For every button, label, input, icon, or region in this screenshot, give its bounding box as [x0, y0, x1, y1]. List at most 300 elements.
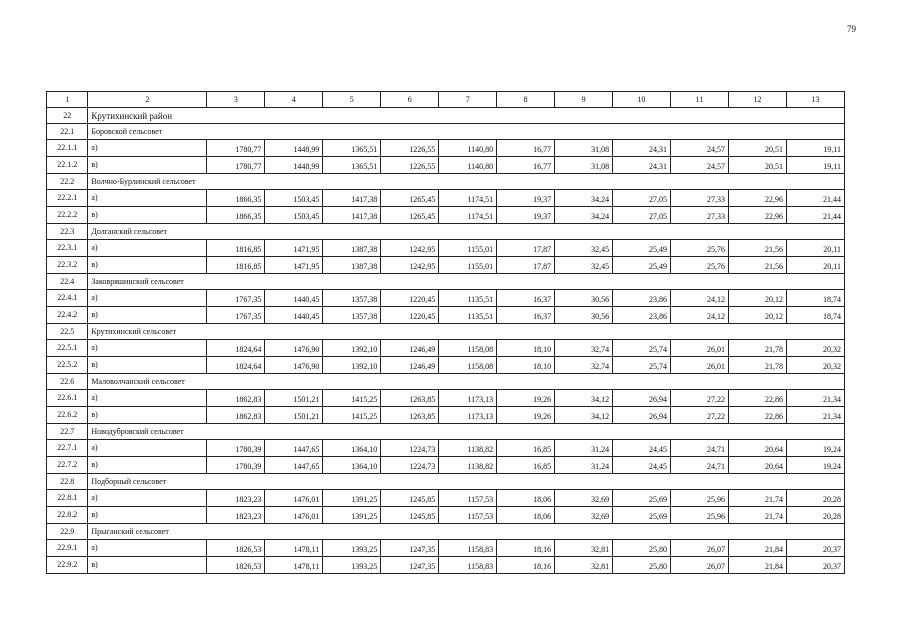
value-cell: 20,37: [786, 557, 844, 574]
value-cell: 1501,21: [265, 390, 323, 407]
value-cell: 1447,65: [265, 457, 323, 474]
value-cell: 31,24: [555, 440, 613, 457]
row-id: 22.8.2: [47, 507, 88, 524]
value-cell: 20,51: [728, 157, 786, 174]
table-row: [47, 290, 845, 307]
section-name: Подборный сельсовет: [88, 474, 845, 490]
table-row: [47, 240, 845, 257]
value-cell: 27,22: [671, 390, 729, 407]
row-label: а): [88, 140, 207, 157]
value-cell: 1393,25: [323, 557, 381, 574]
value-cell: 1357,38: [323, 307, 381, 324]
value-cell: 1816,85: [207, 257, 265, 274]
value-cell: 31,24: [555, 457, 613, 474]
row-id: 22.7.2: [47, 457, 88, 474]
value-cell: 22,86: [728, 407, 786, 424]
row-label: а): [88, 540, 207, 557]
value-cell: 1247,35: [381, 540, 439, 557]
value-cell: 1476,90: [265, 357, 323, 374]
value-cell: 1135,51: [439, 290, 497, 307]
value-cell: 26,94: [613, 407, 671, 424]
section-name: Заковряшинский сельсовет: [88, 274, 845, 290]
value-cell: 19,11: [786, 140, 844, 157]
value-cell: 16,85: [497, 440, 555, 457]
value-cell: 24,57: [671, 140, 729, 157]
value-cell: 27,33: [671, 190, 729, 207]
value-cell: 1365,51: [323, 157, 381, 174]
value-cell: 21,44: [786, 190, 844, 207]
table-row: [47, 257, 845, 274]
value-cell: 1780,39: [207, 457, 265, 474]
column-header: 10: [613, 92, 671, 108]
column-header: 2: [88, 92, 207, 108]
value-cell: 24,71: [671, 440, 729, 457]
column-header: 11: [671, 92, 729, 108]
table-row: [47, 557, 845, 574]
value-cell: 31,08: [555, 157, 613, 174]
value-cell: 16,37: [497, 290, 555, 307]
value-cell: 1157,53: [439, 490, 497, 507]
row-label: в): [88, 457, 207, 474]
value-cell: 19,24: [786, 457, 844, 474]
row-label: а): [88, 340, 207, 357]
row-id: 22.4.2: [47, 307, 88, 324]
value-cell: 1224,73: [381, 440, 439, 457]
value-cell: 25,80: [613, 557, 671, 574]
value-cell: 22,86: [728, 390, 786, 407]
section-row: [47, 474, 845, 490]
section-name: Крутихинский сельсовет: [88, 324, 845, 340]
value-cell: 1173,13: [439, 407, 497, 424]
value-cell: 25,74: [613, 340, 671, 357]
value-cell: 1220,45: [381, 307, 439, 324]
value-cell: 1476,01: [265, 507, 323, 524]
value-cell: 1157,53: [439, 507, 497, 524]
value-cell: 25,49: [613, 240, 671, 257]
value-cell: 1826,53: [207, 557, 265, 574]
value-cell: 1387,38: [323, 257, 381, 274]
value-cell: 1440,45: [265, 307, 323, 324]
value-cell: 1824,64: [207, 357, 265, 374]
section-row: [47, 424, 845, 440]
value-cell: 1780,77: [207, 157, 265, 174]
value-cell: 16,77: [497, 140, 555, 157]
value-cell: 1245,85: [381, 490, 439, 507]
section-id: 22.1: [47, 124, 88, 140]
value-cell: 1447,65: [265, 440, 323, 457]
table-row: [47, 457, 845, 474]
value-cell: 25,76: [671, 240, 729, 257]
value-cell: 19,11: [786, 157, 844, 174]
value-cell: 1174,51: [439, 190, 497, 207]
section-id: 22.8: [47, 474, 88, 490]
value-cell: 21,34: [786, 407, 844, 424]
value-cell: 1174,51: [439, 207, 497, 224]
value-cell: 1242,95: [381, 240, 439, 257]
value-cell: 1392,10: [323, 340, 381, 357]
value-cell: 1263,85: [381, 390, 439, 407]
value-cell: 1478,11: [265, 557, 323, 574]
row-id: 22.6.2: [47, 407, 88, 424]
value-cell: 18,06: [497, 507, 555, 524]
value-cell: 16,85: [497, 457, 555, 474]
row-label: а): [88, 240, 207, 257]
value-cell: 25,69: [613, 490, 671, 507]
tariff-table: [46, 91, 845, 574]
value-cell: 17,87: [497, 240, 555, 257]
value-cell: 19,37: [497, 190, 555, 207]
section-row: [47, 374, 845, 390]
value-cell: 32,74: [555, 340, 613, 357]
value-cell: 1387,38: [323, 240, 381, 257]
table-row: [47, 307, 845, 324]
row-label: в): [88, 357, 207, 374]
table-row: [47, 507, 845, 524]
section-id: 22.5: [47, 324, 88, 340]
value-cell: 1365,51: [323, 140, 381, 157]
value-cell: 1140,80: [439, 140, 497, 157]
value-cell: 18,10: [497, 357, 555, 374]
value-cell: 31,08: [555, 140, 613, 157]
section-row: [47, 274, 845, 290]
row-id: 22.4.1: [47, 290, 88, 307]
section-id: 22.9: [47, 524, 88, 540]
value-cell: 1862,83: [207, 407, 265, 424]
value-cell: 25,74: [613, 357, 671, 374]
row-label: в): [88, 557, 207, 574]
value-cell: 1224,73: [381, 457, 439, 474]
column-header: 4: [265, 92, 323, 108]
value-cell: 24,31: [613, 140, 671, 157]
table-row: [47, 140, 845, 157]
value-cell: 20,51: [728, 140, 786, 157]
column-header: 8: [497, 92, 555, 108]
table-body: [47, 108, 845, 574]
section-id: 22.3: [47, 224, 88, 240]
section-name: Маловолчанский сельсовет: [88, 374, 845, 390]
row-id: 22.8.1: [47, 490, 88, 507]
value-cell: 17,87: [497, 257, 555, 274]
value-cell: 1823,23: [207, 490, 265, 507]
value-cell: 1138,82: [439, 440, 497, 457]
value-cell: 1823,23: [207, 507, 265, 524]
section-row: [47, 524, 845, 540]
column-header: 3: [207, 92, 265, 108]
value-cell: 26,07: [671, 540, 729, 557]
table-row: [47, 157, 845, 174]
value-cell: 1503,45: [265, 190, 323, 207]
row-id: 22.5.1: [47, 340, 88, 357]
table-row: [47, 190, 845, 207]
row-id: 22.5.2: [47, 357, 88, 374]
row-id: 22.9.2: [47, 557, 88, 574]
value-cell: 25,69: [613, 507, 671, 524]
value-cell: 18,16: [497, 540, 555, 557]
column-header: 7: [439, 92, 497, 108]
value-cell: 1391,25: [323, 490, 381, 507]
value-cell: 1158,08: [439, 340, 497, 357]
value-cell: 24,12: [671, 290, 729, 307]
value-cell: 20,32: [786, 357, 844, 374]
value-cell: 32,74: [555, 357, 613, 374]
value-cell: 18,16: [497, 557, 555, 574]
value-cell: 20,11: [786, 257, 844, 274]
table-row: [47, 340, 845, 357]
value-cell: 32,69: [555, 507, 613, 524]
value-cell: 24,57: [671, 157, 729, 174]
row-label: в): [88, 207, 207, 224]
value-cell: 1393,25: [323, 540, 381, 557]
value-cell: 1767,35: [207, 290, 265, 307]
value-cell: 1471,95: [265, 257, 323, 274]
row-label: а): [88, 440, 207, 457]
value-cell: 18,74: [786, 307, 844, 324]
row-id: 22.7.1: [47, 440, 88, 457]
value-cell: 34,12: [555, 390, 613, 407]
value-cell: 23,86: [613, 307, 671, 324]
table-row: [47, 357, 845, 374]
row-id: 22.3.2: [47, 257, 88, 274]
table-row: [47, 207, 845, 224]
row-label: в): [88, 407, 207, 424]
value-cell: 1158,08: [439, 357, 497, 374]
value-cell: 1503,45: [265, 207, 323, 224]
value-cell: 26,01: [671, 340, 729, 357]
section-id: 22.6: [47, 374, 88, 390]
value-cell: 21,56: [728, 257, 786, 274]
value-cell: 21,84: [728, 557, 786, 574]
value-cell: 1247,35: [381, 557, 439, 574]
table-row: [47, 540, 845, 557]
value-cell: 20,64: [728, 440, 786, 457]
value-cell: 32,45: [555, 240, 613, 257]
value-cell: 26,01: [671, 357, 729, 374]
header-row: [47, 92, 845, 108]
value-cell: 1392,10: [323, 357, 381, 374]
value-cell: 1263,85: [381, 407, 439, 424]
value-cell: 25,96: [671, 507, 729, 524]
row-id: 22.2.1: [47, 190, 88, 207]
value-cell: 1417,38: [323, 207, 381, 224]
value-cell: 1767,35: [207, 307, 265, 324]
section-id: 22.2: [47, 174, 88, 190]
value-cell: 34,24: [555, 190, 613, 207]
row-label: в): [88, 307, 207, 324]
value-cell: 1415,25: [323, 407, 381, 424]
value-cell: 1824,64: [207, 340, 265, 357]
value-cell: 30,56: [555, 290, 613, 307]
column-header: 1: [47, 92, 88, 108]
value-cell: 1476,90: [265, 340, 323, 357]
value-cell: 22,96: [728, 190, 786, 207]
value-cell: 26,07: [671, 557, 729, 574]
value-cell: 30,56: [555, 307, 613, 324]
value-cell: 24,31: [613, 157, 671, 174]
value-cell: 1415,25: [323, 390, 381, 407]
row-id: 22.1.1: [47, 140, 88, 157]
value-cell: 21,74: [728, 507, 786, 524]
value-cell: 1265,45: [381, 207, 439, 224]
value-cell: 25,96: [671, 490, 729, 507]
value-cell: 24,12: [671, 307, 729, 324]
value-cell: 1246,49: [381, 340, 439, 357]
row-id: 22.1.2: [47, 157, 88, 174]
value-cell: 20,11: [786, 240, 844, 257]
value-cell: 25,49: [613, 257, 671, 274]
section-name: Волчно-Бурлинский сельсовет: [88, 174, 845, 190]
row-label: в): [88, 157, 207, 174]
value-cell: 1357,38: [323, 290, 381, 307]
value-cell: 1138,82: [439, 457, 497, 474]
value-cell: 1440,45: [265, 290, 323, 307]
section-row: [47, 124, 845, 140]
value-cell: 32,81: [555, 557, 613, 574]
value-cell: 1476,01: [265, 490, 323, 507]
value-cell: 19,37: [497, 207, 555, 224]
section-name: Прыганский сельсовет: [88, 524, 845, 540]
value-cell: 27,33: [671, 207, 729, 224]
value-cell: 21,34: [786, 390, 844, 407]
value-cell: 1242,95: [381, 257, 439, 274]
row-id: 22.9.1: [47, 540, 88, 557]
value-cell: 24,71: [671, 457, 729, 474]
value-cell: 21,78: [728, 357, 786, 374]
value-cell: 1173,13: [439, 390, 497, 407]
district-row: [47, 108, 845, 124]
value-cell: 22,96: [728, 207, 786, 224]
value-cell: 1220,45: [381, 290, 439, 307]
row-label: в): [88, 507, 207, 524]
value-cell: 1265,45: [381, 190, 439, 207]
value-cell: 21,84: [728, 540, 786, 557]
row-label: а): [88, 390, 207, 407]
value-cell: 23,86: [613, 290, 671, 307]
row-label: в): [88, 257, 207, 274]
section-row: [47, 324, 845, 340]
value-cell: 19,24: [786, 440, 844, 457]
district-name: Крутихинский район: [88, 108, 845, 124]
value-cell: 1391,25: [323, 507, 381, 524]
section-row: [47, 174, 845, 190]
table-row: [47, 407, 845, 424]
value-cell: 1155,01: [439, 240, 497, 257]
value-cell: 24,45: [613, 457, 671, 474]
value-cell: 25,76: [671, 257, 729, 274]
section-row: [47, 224, 845, 240]
table-header: [47, 92, 845, 108]
value-cell: 1862,83: [207, 390, 265, 407]
value-cell: 1364,10: [323, 440, 381, 457]
value-cell: 20,32: [786, 340, 844, 357]
value-cell: 1448,99: [265, 140, 323, 157]
value-cell: 21,44: [786, 207, 844, 224]
row-id: 22.6.1: [47, 390, 88, 407]
section-id: 22.7: [47, 424, 88, 440]
table-row: [47, 440, 845, 457]
value-cell: 1780,77: [207, 140, 265, 157]
value-cell: 1780,39: [207, 440, 265, 457]
value-cell: 20,12: [728, 290, 786, 307]
value-cell: 1816,85: [207, 240, 265, 257]
value-cell: 1155,01: [439, 257, 497, 274]
value-cell: 18,74: [786, 290, 844, 307]
value-cell: 16,77: [497, 157, 555, 174]
value-cell: 18,06: [497, 490, 555, 507]
value-cell: 24,45: [613, 440, 671, 457]
table-row: [47, 490, 845, 507]
value-cell: 20,28: [786, 490, 844, 507]
value-cell: 32,69: [555, 490, 613, 507]
row-label: а): [88, 290, 207, 307]
value-cell: 20,28: [786, 507, 844, 524]
section-name: Боровской сельсовет: [88, 124, 845, 140]
value-cell: 20,37: [786, 540, 844, 557]
value-cell: 1246,49: [381, 357, 439, 374]
value-cell: 1478,11: [265, 540, 323, 557]
value-cell: 16,37: [497, 307, 555, 324]
row-id: 22.3.1: [47, 240, 88, 257]
value-cell: 19,26: [497, 390, 555, 407]
value-cell: 1226,55: [381, 157, 439, 174]
value-cell: 21,56: [728, 240, 786, 257]
value-cell: 32,81: [555, 540, 613, 557]
value-cell: 1866,35: [207, 190, 265, 207]
value-cell: 1826,53: [207, 540, 265, 557]
value-cell: 1226,55: [381, 140, 439, 157]
district-id: 22: [47, 108, 88, 124]
value-cell: 1245,85: [381, 507, 439, 524]
column-header: 5: [323, 92, 381, 108]
value-cell: 25,80: [613, 540, 671, 557]
section-name: Новодубровский сельсовет: [88, 424, 845, 440]
value-cell: 20,12: [728, 307, 786, 324]
value-cell: 27,05: [613, 207, 671, 224]
section-id: 22.4: [47, 274, 88, 290]
value-cell: 18,10: [497, 340, 555, 357]
value-cell: 1448,99: [265, 157, 323, 174]
value-cell: 1866,35: [207, 207, 265, 224]
value-cell: 1471,95: [265, 240, 323, 257]
column-header: 9: [555, 92, 613, 108]
value-cell: 1417,38: [323, 190, 381, 207]
value-cell: 1158,83: [439, 540, 497, 557]
value-cell: 21,78: [728, 340, 786, 357]
row-id: 22.2.2: [47, 207, 88, 224]
column-header: 12: [728, 92, 786, 108]
value-cell: 1501,21: [265, 407, 323, 424]
value-cell: 34,24: [555, 207, 613, 224]
value-cell: 1135,51: [439, 307, 497, 324]
value-cell: 1158,83: [439, 557, 497, 574]
column-header: 13: [786, 92, 844, 108]
value-cell: 21,74: [728, 490, 786, 507]
value-cell: 19,26: [497, 407, 555, 424]
row-label: а): [88, 190, 207, 207]
value-cell: 1364,10: [323, 457, 381, 474]
value-cell: 27,05: [613, 190, 671, 207]
value-cell: 20,64: [728, 457, 786, 474]
section-name: Долганский сельсовет: [88, 224, 845, 240]
table-row: [47, 390, 845, 407]
value-cell: 26,94: [613, 390, 671, 407]
value-cell: 32,45: [555, 257, 613, 274]
value-cell: 34,12: [555, 407, 613, 424]
page-number: 79: [847, 24, 856, 34]
value-cell: 27,22: [671, 407, 729, 424]
value-cell: 1140,80: [439, 157, 497, 174]
row-label: а): [88, 490, 207, 507]
column-header: 6: [381, 92, 439, 108]
